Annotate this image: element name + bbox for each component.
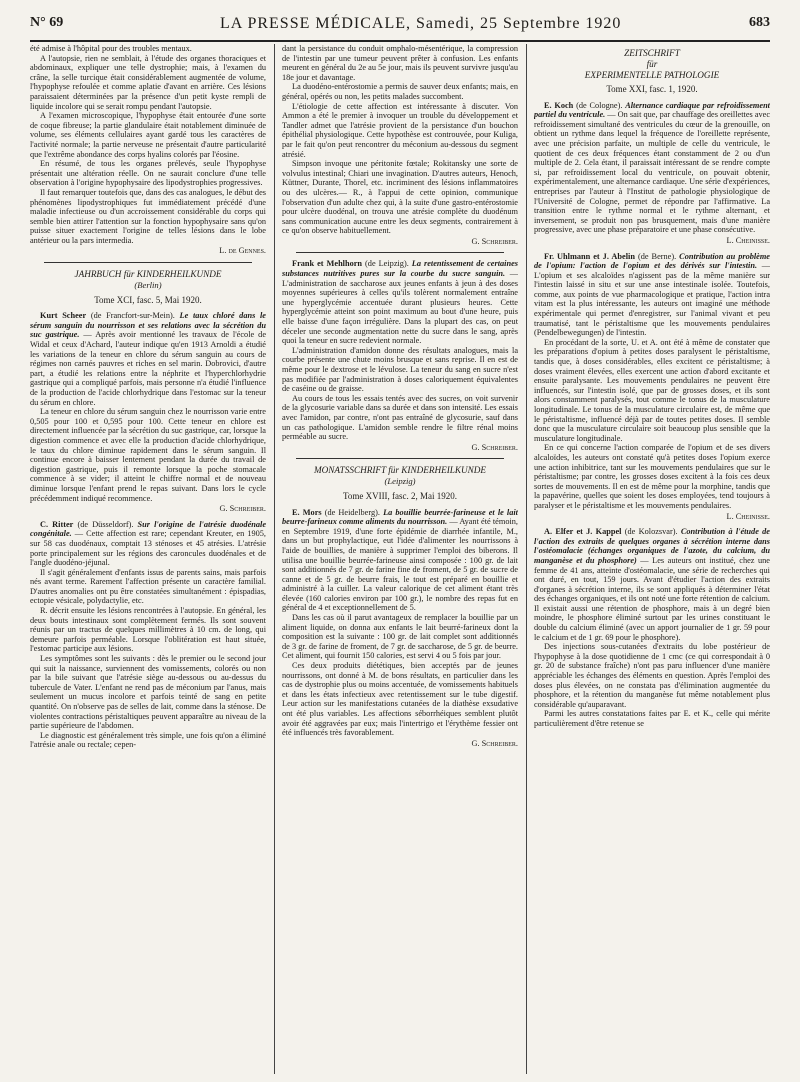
- paragraph: R. décrit ensuite les lésions rencontrées à l'autopsie. En général, les deux bouts intestinaux sont complètement fermés. Ils sont souvent réunis par un tractus de quelques millimètres à 10 cm. de long, qui demeure parfois perméable. Lorsque l'oblitération est haut située, l'estomac participe aux lésions.: [30, 606, 266, 654]
- article: [534, 252, 770, 338]
- signature: L. Cheinisse.: [726, 511, 770, 521]
- article-text: — L'administration de saccharose aux jeunes enfants à jeun à des doses moyennes supérieures à celles qu'ils tolèrent normalement entraîne une hyperglycémie accentuée durant plusieurs heures. Cette hyperglycémie atteint son point maximum au bout d'une heure, puis elle baisse d'une façon irrégulière. Dans la plupart des cas, on peut déceler une seconde augmentation nette du sucre dans le sang, après quoi la teneur en sucre redevient normale.: [282, 269, 518, 346]
- signature: G. Schreiber.: [471, 442, 518, 452]
- paragraph: La duodéno-entérostomie a permis de sauver deux enfants; mais, en général, opérés ou non, les petits malades succombent.: [282, 82, 518, 101]
- signature: G. Schreiber.: [219, 504, 266, 514]
- article: [282, 259, 518, 345]
- article-author: E. Koch: [544, 100, 574, 110]
- section-place: (Berlin): [134, 280, 162, 291]
- section-heading: MONATSSCHRIFT für KINDERHEILKUNDE: [313, 465, 487, 476]
- article-author: Kurt Scheer: [40, 311, 87, 321]
- section-heading: JAHRBUCH für KINDERHEILKUNDE: [74, 269, 222, 280]
- paragraph: Le diagnostic est généralement très simple, une fois qu'on a éliminé l'atrésie anale ou rectale; cepen-: [30, 730, 266, 750]
- paragraph: Il s'agit généralement d'enfants issus de parents sains, mais parfois nés avant terme. Rarement l'affection présente un caractère familial. D'autres anomalies ont pu être constatées simultanément : épispadias, ectopie vésicale, polydactylie, etc.: [30, 567, 266, 606]
- section-divider: [296, 458, 504, 459]
- signature: L. de Gennes.: [219, 246, 266, 256]
- signature: G. Schreiber.: [471, 738, 518, 748]
- article-origin: (de Kolozsvar).: [621, 527, 681, 537]
- article-origin: (de Düsseldorf).: [73, 519, 138, 529]
- column-rule-right: [526, 44, 527, 1074]
- article-author: A. Elfer et J. Kappel: [544, 527, 622, 537]
- paragraph: L'étiologie de cette affection est intéressante à discuter. Von Ammon a été le premier à invoquer un trouble du développement et Tandler admet que l'atrésie provient de la persistance d'un bouchon épithélial physiologique. Cette hypothèse est controuvée, pour Kuliga, par le fait qu'on peut rencontrer du méconium au-dessous du segment atrésié.: [282, 101, 518, 159]
- section-heading-part: EXPERIMENTELLE PATHOLOGIE: [584, 70, 720, 80]
- paragraph: Il faut remarquer toutefois que, dans des cas analogues, le début des phénomènes lipodystrophiques fut immédiatement précédé d'une maladie infectieuse ou d'un accroissement considérable du corps qui semble bien attirer l'attention sur la fonction hypophysaire sans qu'on puisse situer exactement l'origine de telles lésions dans le lobe antérieur ou la pars intermedia.: [30, 187, 266, 245]
- paragraph: dant la persistance du conduit omphalo-mésentérique, la compression de l'intestin par une tumeur peuvent prêter à confusion. Les enfants meurent en général du 2e au 5e jour, mais ils peuvent survivre jusqu'au 18e jour et davantage.: [282, 44, 518, 82]
- volume-line: Tome XCI, fasc. 5, Mai 1920.: [94, 294, 202, 305]
- issue-number: N° 69: [30, 15, 64, 30]
- paragraph: Parmi les autres constatations faites par E. et K., celle qui mérite particulièrement d'être retenue se: [534, 709, 770, 728]
- paragraph: La teneur en chlore du sérum sanguin chez le nourrisson varie entre 0,505 pour 100 et 0,595 pour 100. Cette teneur en chlore est directement influencée par la sécrétion du suc gastrique, car, lorsque la digestion commence et avec elle la production d'acide chlorhydrique, le taux du chlore diminue rapidement dans le sérum sanguin. Il continue encore à baisser lentement pendant la durée du travail de digestion gastrique, puis il remonte lorsque la poche stomacale commence à se vider; il atteint le chiffre normal et de nouveau diminue lorsque l'enfant prend le repas suivant. Dans lors le cycle précédemment indiqué recommence.: [30, 407, 266, 503]
- article-origin: (de Heidelberg).: [321, 507, 384, 517]
- paragraph: Des injections sous-cutanées d'extraits du lobe postérieur de l'hypophyse à la dose quotidienne de 1 cmc (ce qui correspondait à 0 gr. 20 de substance fraîche) n'ont pas paru influencer d'une manière appréciable les échanges des éléments en question. Après l'emploi des doses plus élevées, on ne constata pas d'élimination augmentée du phosphore, et la rétention du manganèse fut même notablement plus considérable qu'auparavant.: [534, 642, 770, 709]
- paragraph: En résumé, de tous les organes prélevés, seule l'hypophyse présentait une altération réelle. On ne saurait conclure d'une telle observation à l'origine hypophysaire des lipodystrophies progressives.: [30, 159, 266, 188]
- paragraph: En procédant de la sorte, U. et A. ont été à même de constater que les préparations d'opium à petites doses paralysent le péristaltisme, tandis que, à doses considérables, elles excitent ce péristaltisme; à doses vraiment élevées, elles exercent une action d'abord excitante et ensuite paralysante. Les mouvements pendulaires ne peuvent être influencés, sur l'intestin isolé, que par de grosses doses, et ils sont alors constamment paralysés, tout comme le tonus de la musculature longitudinale. Le tonus de la musculature circulaire est, de même que le péristaltisme, influencé déjà par de toutes petites doses. Il semble donc que la musculature circulaire soit beaucoup plus sensible que la musculature longitudinale.: [534, 337, 770, 443]
- journal-title: LA PRESSE MÉDICALE, Samedi, 25 Septembre 1920: [220, 15, 622, 32]
- article: [30, 311, 266, 407]
- column-rule-left: [274, 44, 275, 1074]
- article-text: — On sait que, par chauffage des oreillettes avec refroidissement simultané des ventricules du cœur de la grenouille, on obtient un rythme dans lequel la fréquence de l'oreillette représente, avec une précision parfaite, un multiple de celle du ventricule, le quotient de ces deux fréquences étant constamment de 2 ou d'un multiple de 2. Cela étant, il paraissait intéressant de se rendre compte si, par refroidissement local du ventricule, on pouvait obtenir, expérimentalement, une alternance cardiaque. Une série d'expériences, entreprises par l'auteur à l'Institut de pathologie physiologique de l'Université de Cologne, permet de répondre par l'affirmative. La transition entre le rythme normal et le rythme alternant, et inversement, se produit non pas brusquement, mais d'une manière progressive, avec une phase préparatoire et une phase consécutive.: [534, 110, 770, 235]
- article-title: La retentissement de certaines substances nutritives pures sur la courbe du sucre sanguin.: [282, 259, 518, 279]
- article-origin: (de Francfort-sur-Mein).: [86, 311, 180, 321]
- article: [282, 508, 518, 614]
- section-heading: ZEITSCHRIFT: [624, 48, 680, 58]
- volume-line: Tome XXI, fasc. 1, 1920.: [606, 84, 698, 94]
- section-heading-part: für: [646, 59, 658, 69]
- article-title: Contribution à l'étude de l'action des extraits de quelques organes à sécrétion interne dans l'ostéomalacie (échanges organiques de l'azote, du calcium, du manganèse et du phosphore): [534, 527, 770, 565]
- article: [534, 101, 770, 235]
- article-text: — Les auteurs ont institué, chez une femme de 41 ans, atteinte d'ostéomalacie, une série de recherches qui ont duré, en tout, 159 jours. Avant d'étudier l'action des extraits d'organes à sécrétion interne, ils se sont appliqués à déterminer l'état des échanges organiques, et ils ont noté une forte rétention de calcium. Il existait aussi une rétention de phosphore, mais à un degré bien moindre, le phosphore éliminé surtout par les urines constituant le double du calcium éliminé (avec un apport journalier de 1 gr. 59 pour le calcium et de 1 gr. 69 pour le phosphore).: [534, 555, 770, 642]
- paragraph: En ce qui concerne l'action comparée de l'opium et de ses divers alcaloïdes, les auteurs ont constaté qu'à petites doses l'opium exerce une action inhibitrice, tant sur les mouvements pendulaires que sur le péristaltisme; par contre, les grosses doses excitent à la fois ces deux sortes de mouvements. Il en est de même pour la morphine, tandis que la papavérine, quelles que soient les doses employées, tend toujours à paralyser et le péristaltisme et les mouvements pendulaires.: [534, 443, 770, 510]
- article-title: Contribution au problème de l'opium: l'action de l'opium et des dérivés sur l'intestin.: [534, 251, 770, 271]
- article-origin: (de Cologne).: [573, 100, 626, 110]
- article: [30, 520, 266, 568]
- paragraph: Dans les cas où il parut avantageux de remplacer la bouillie par un aliment liquide, on donna aux enfants le lait beurré-farineux dont la composition est la suivante : 100 gr. de lait complet sont additionnés de 3 gr. de farine de froment, de 7 gr. de saccharose, de 5 gr. de beurre. Cet aliment, qui fournit 150 calories, est servi 4 ou 5 fois par jour.: [282, 613, 518, 661]
- signature: L. Cheinisse.: [726, 235, 770, 245]
- section-place: (Leipzig): [384, 476, 416, 487]
- article-origin: (de Leipzig).: [362, 259, 412, 269]
- article-title: Sur l'origine de l'atrésie duodénale congénitale.: [30, 519, 266, 539]
- paragraph: été admise à l'hôpital pour des troubles mentaux.: [30, 44, 192, 53]
- paragraph: Simpson invoque une péritonite fœtale; Rokitansky une sorte de volvulus intestinal; Chiari une invagination. D'autres auteurs, Henoch, Küttner, Durante, Thorel, etc. incriminent des lésions inflammatoires ou des ulcères.— R., à l'appui de cette opinion, communique l'observation d'un adulte chez qui, à la suite d'une gastro-entérostomie pour ulcère duodénal, on trouva une atrésie complète du duodénum sans communication aucune entre les deux segments, contrairement à ce qu'on observe habituellement.: [282, 159, 518, 236]
- paragraph: Les symptômes sont les suivants : dès le premier ou le second jour qui suit la naissance, surviennent des vomissements, colorés ou non par la bile suivant que l'atrésie siège au-dessous ou au-dessus du tubercule de Vater. L'enfant ne rend pas de méconium par l'anus, mais seulement un mucus incolore et parfois teinté de sang en petite quantité. On n'observe pas de selles de lait, comme dans la sténose. De violentes contractions péristaltiques peuvent apparaître au niveau de la partie supérieure de l'abdomen.: [30, 654, 266, 731]
- article-author: Frank et Mehlhorn: [292, 259, 363, 269]
- section-divider: [296, 252, 504, 253]
- paragraph: A l'autopsie, rien ne semblait, à l'étude des organes thoraciques et abdominaux, expliquer une telle dystrophie; mais, à l'examen du crâne, la selle turcique était considérablement augmentée de volume, l'hypophyse refoulée et comme aplatie d'avant en arrière. Ces lésions paraissaient déterminées par la présence d'un petit kyste rempli de liquide incolore qui se serait rompu pendant l'autopsie.: [30, 53, 266, 111]
- column-2: [282, 44, 518, 1076]
- page-number: 683: [749, 15, 770, 30]
- article-text: — Ayant été témoin, en Septembre 1919, d'une forte épidémie de diarrhée infantile, M., dans un but prophylactique, eut l'idée d'alimenter les nourrissons à l'aide de bouillies, de manière à supprimer l'emploi des biberons. Il utilisa une bouillie beurrée-farineuse ainsi composée : 100 gr. de lait sont additionnés de 7 gr. de farine fine de froment, de 5 gr. de sucre de canne et de 5 gr. de beurre frais, le tout est préparé en bouillie et administré à la cuiller. La valeur calorique de cet aliment étant très élevée (160 calories environ par 100 gr.), le nombre des repas fut en général de 4 et exceptionnellement de 5.: [282, 517, 518, 613]
- signature: G. Schreiber.: [471, 236, 518, 246]
- page-header: [30, 12, 770, 42]
- article-origin: (de Berne).: [634, 251, 680, 261]
- article-author: E. Mors: [292, 507, 322, 517]
- column-1: [30, 44, 266, 1076]
- article-text: — Après avoir mentionné les travaux de l'école de Widal et ceux d'Achard, l'auteur indique qu'en 1913 Arnoldi a étudié les variations de la teneur en chlore du sérum sanguin au cours de régimes non carnés pauvres et riches en sel marin. Dobrovici, d'autre part, a étudié les relations entre la néphrite et l'hyperchlorhydrie gastrique qui a compliqué parfois, mais personne n'a étudié l'influence de la production de l'acide chlorhydrique dans l'estomac sur la teneur du sérum en chlore.: [30, 330, 266, 407]
- article-author: C. Ritter: [40, 519, 74, 529]
- paragraph: A l'examen microscopique, l'hypophyse était entourée d'une sorte de coque fibreuse; la partie glandulaire était notablement diminuée de volume, ses éléments cellulaires ayant gardé tous les caractères de l'activité normale; la partie nerveuse ne présentait d'autre particularité que l'extrême abondance des corps hyalins colorés par l'éosine.: [30, 111, 266, 159]
- volume-line: Tome XVIII, fasc. 2, Mai 1920.: [342, 490, 458, 501]
- section-divider: [44, 262, 252, 263]
- article: [534, 527, 770, 642]
- article-title: Le taux chloré dans le sérum sanguin du nourrisson et ses relations avec la sécrétion du suc gastrique.: [30, 311, 266, 340]
- paragraph: Au cours de tous les essais tentés avec des sucres, on voit survenir de la glycosurie variable dans sa durée et dans son intensité. Les essais avec l'amidon, par contre, n'ont pas entraîné de glycosurie, sauf dans un cas pathologique. L'amidon semble rendre le filtre rénal moins perméable au sucre.: [282, 393, 518, 442]
- paragraph: Ces deux produits diététiques, bien acceptés par de jeunes nourrissons, ont donné à M. de bons résultats, en particulier dans les cas de dystrophie plus ou moins accentuée, de vomissements habituels et dans les états infectieux avec retentissement sur le tube digestif. Leur action sur les manifestations cutanées de la diathèse exsudative ont été plus variables. Les affections séborrhéiques semblent plutôt avoir été aggravées par eux; mais l'intertrigo et l'érythème fessier ont été influencés très favorablement.: [282, 661, 518, 738]
- article-title: La bouillie beurrée-farineuse et le lait beurre-farineux comme aliments du nourrisson.: [282, 507, 518, 527]
- article-title: Alternance cardiaque par refroidissement partiel du ventricule.: [534, 100, 770, 120]
- article-author: Fr. Uhlmann et J. Abelin: [544, 251, 635, 261]
- column-3: [534, 44, 770, 1076]
- article-text: — Cette affection est rare; cependant Kreuter, en 1905, sur 58 cas duodénaux, comptait 13 sténoses et 45 atrésies. L'atrésie porte principalement sur les régions des caroncules duodénales et de l'angle duodéno-jéjunal.: [30, 529, 266, 568]
- paragraph: L'administration d'amidon donne des résultats analogues, mais la courbe présente une chute moins brusque et sans reprise. Il en est de même pour le dextrose et le lévulose. La teneur du sang en sucre n'est pas modifiée par l'administration à doses caloriquement équivalentes de caséine ou de graisse.: [282, 345, 518, 394]
- article-text: — L'opium et ses alcaloïdes n'agissent pas de la même manière sur l'intestin laissé in situ et sur une anse intestinale isolée. Toutefois, comme, aux points de vue pharmacologique et pratique, l'action intra vitam est la plus intéressante, les auteurs ont imaginé une méthode expérimentale qui permet d'enregistrer, sur l'animal vivant et peu traumatisé, tant le péristaltisme que les mouvements pendulaires (Pendelbewegungen) de l'intestin.: [534, 261, 770, 338]
